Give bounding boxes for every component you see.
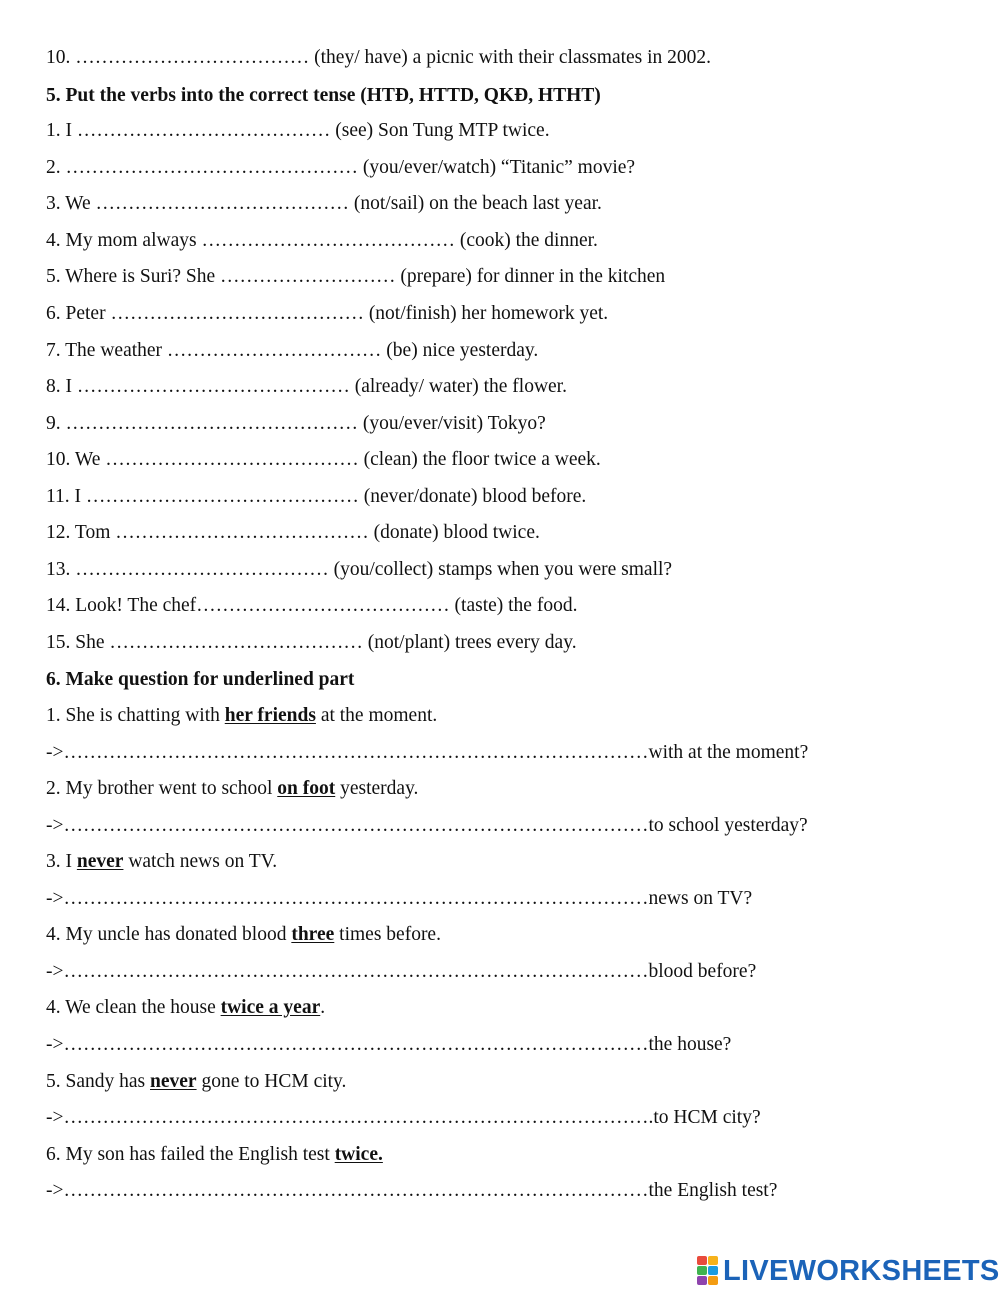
section-5-item-2: 2. ……………………………………… (you/ever/watch) “Titanic” movie? [46, 157, 636, 178]
question-text: 4. My uncle has donated blood [46, 924, 292, 945]
section-6-answer-4: ->………………………………………………………………………………blood before? [46, 961, 757, 982]
section-5-item-11: 11. I …………………………………… (never/donate) blood before. [46, 486, 587, 507]
section-5-item-4: 4. My mom always ………………………………… (cook) the dinner. [46, 230, 598, 251]
liveworksheets-logo-text: LIVEWORKSHEETS [723, 1254, 1000, 1287]
section-5-item-13: 13. ………………………………… (you/collect) stamps when you were small? [46, 559, 673, 580]
underlined-part: twice. [334, 1144, 383, 1165]
exercise-4-item-10: 10. ……………………………… (they/ have) a picnic with their classmates in 2002. [46, 47, 712, 68]
section-5-item-14: 14. Look! The chef………………………………… (taste) the food. [46, 595, 578, 616]
section-5-item-10: 10. We ………………………………… (clean) the floor twice a week. [46, 449, 601, 470]
question-text: gone to HCM city. [196, 1071, 347, 1092]
section-6-answer-5: ->………………………………………………………………………………the house? [46, 1034, 732, 1055]
section-6-answer-7: ->………………………………………………………………………………the English test? [46, 1180, 778, 1201]
question-text: 5. Sandy has [46, 1071, 150, 1092]
section-6-answer-6: ->……………………………………………………………………………….to HCM city? [46, 1107, 761, 1128]
section-5-item-7: 7. The weather …………………………… (be) nice yesterday. [46, 340, 539, 361]
underlined-part: never [76, 851, 124, 872]
underlined-part: never [150, 1071, 197, 1092]
question-text: watch news on TV. [123, 851, 278, 872]
section-6-question-7 [46, 1142, 980, 1168]
question-text: 1. She is chatting with [46, 705, 225, 726]
section-5-item-5: 5. Where is Suri? She ……………………… (prepare) for dinner in the kitchen [46, 266, 666, 287]
section-6-question-4 [46, 922, 980, 948]
section-5-item-1: 1. I ………………………………… (see) Son Tung MTP twice. [46, 120, 550, 141]
question-text: yesterday. [335, 778, 419, 799]
section-6-question-2 [46, 776, 980, 802]
question-text: 4. We clean the house [46, 997, 221, 1018]
section-6-question-5 [46, 995, 980, 1021]
section-5-item-12: 12. Tom ………………………………… (donate) blood twice. [46, 522, 540, 543]
section-6-question-1 [46, 703, 980, 729]
section-5-item-6: 6. Peter ………………………………… (not/finish) her homework yet. [46, 303, 609, 324]
section-5-item-3: 3. We ………………………………… (not/sail) on the beach last year. [46, 193, 602, 214]
section-5-item-8: 8. I …………………………………… (already/ water) the flower. [46, 376, 567, 397]
question-text: at the moment. [315, 705, 438, 726]
question-text: 3. I [46, 851, 77, 872]
question-text: . [320, 997, 326, 1018]
section-6-answer-1: ->………………………………………………………………………………with at the moment? [46, 742, 809, 763]
section-5-item-15: 15. She ………………………………… (not/plant) trees every day. [46, 632, 577, 653]
question-text: 6. My son has failed the English test [46, 1144, 335, 1165]
section-6-heading: 6. Make question for underlined part [46, 669, 355, 690]
underlined-part: three [291, 924, 335, 945]
liveworksheets-logo-icon [697, 1256, 719, 1286]
underlined-part: on foot [277, 778, 336, 799]
section-5-item-9: 9. ……………………………………… (you/ever/visit) Tokyo? [46, 413, 546, 434]
underlined-part: her friends [224, 705, 316, 726]
section-6-question-3 [46, 849, 980, 875]
liveworksheets-logo [697, 1254, 1000, 1288]
section-5-heading: 5. Put the verbs into the correct tense (HTĐ, HTTD, QKĐ, HTHT) [46, 85, 601, 106]
section-6-question-6 [46, 1069, 980, 1095]
question-text: 2. My brother went to school [46, 778, 278, 799]
section-6-answer-2: ->………………………………………………………………………………to school yesterday? [46, 815, 808, 836]
section-6-answer-3: ->………………………………………………………………………………news on TV? [46, 888, 753, 909]
underlined-part: twice a year [220, 997, 321, 1018]
question-text: times before. [334, 924, 441, 945]
